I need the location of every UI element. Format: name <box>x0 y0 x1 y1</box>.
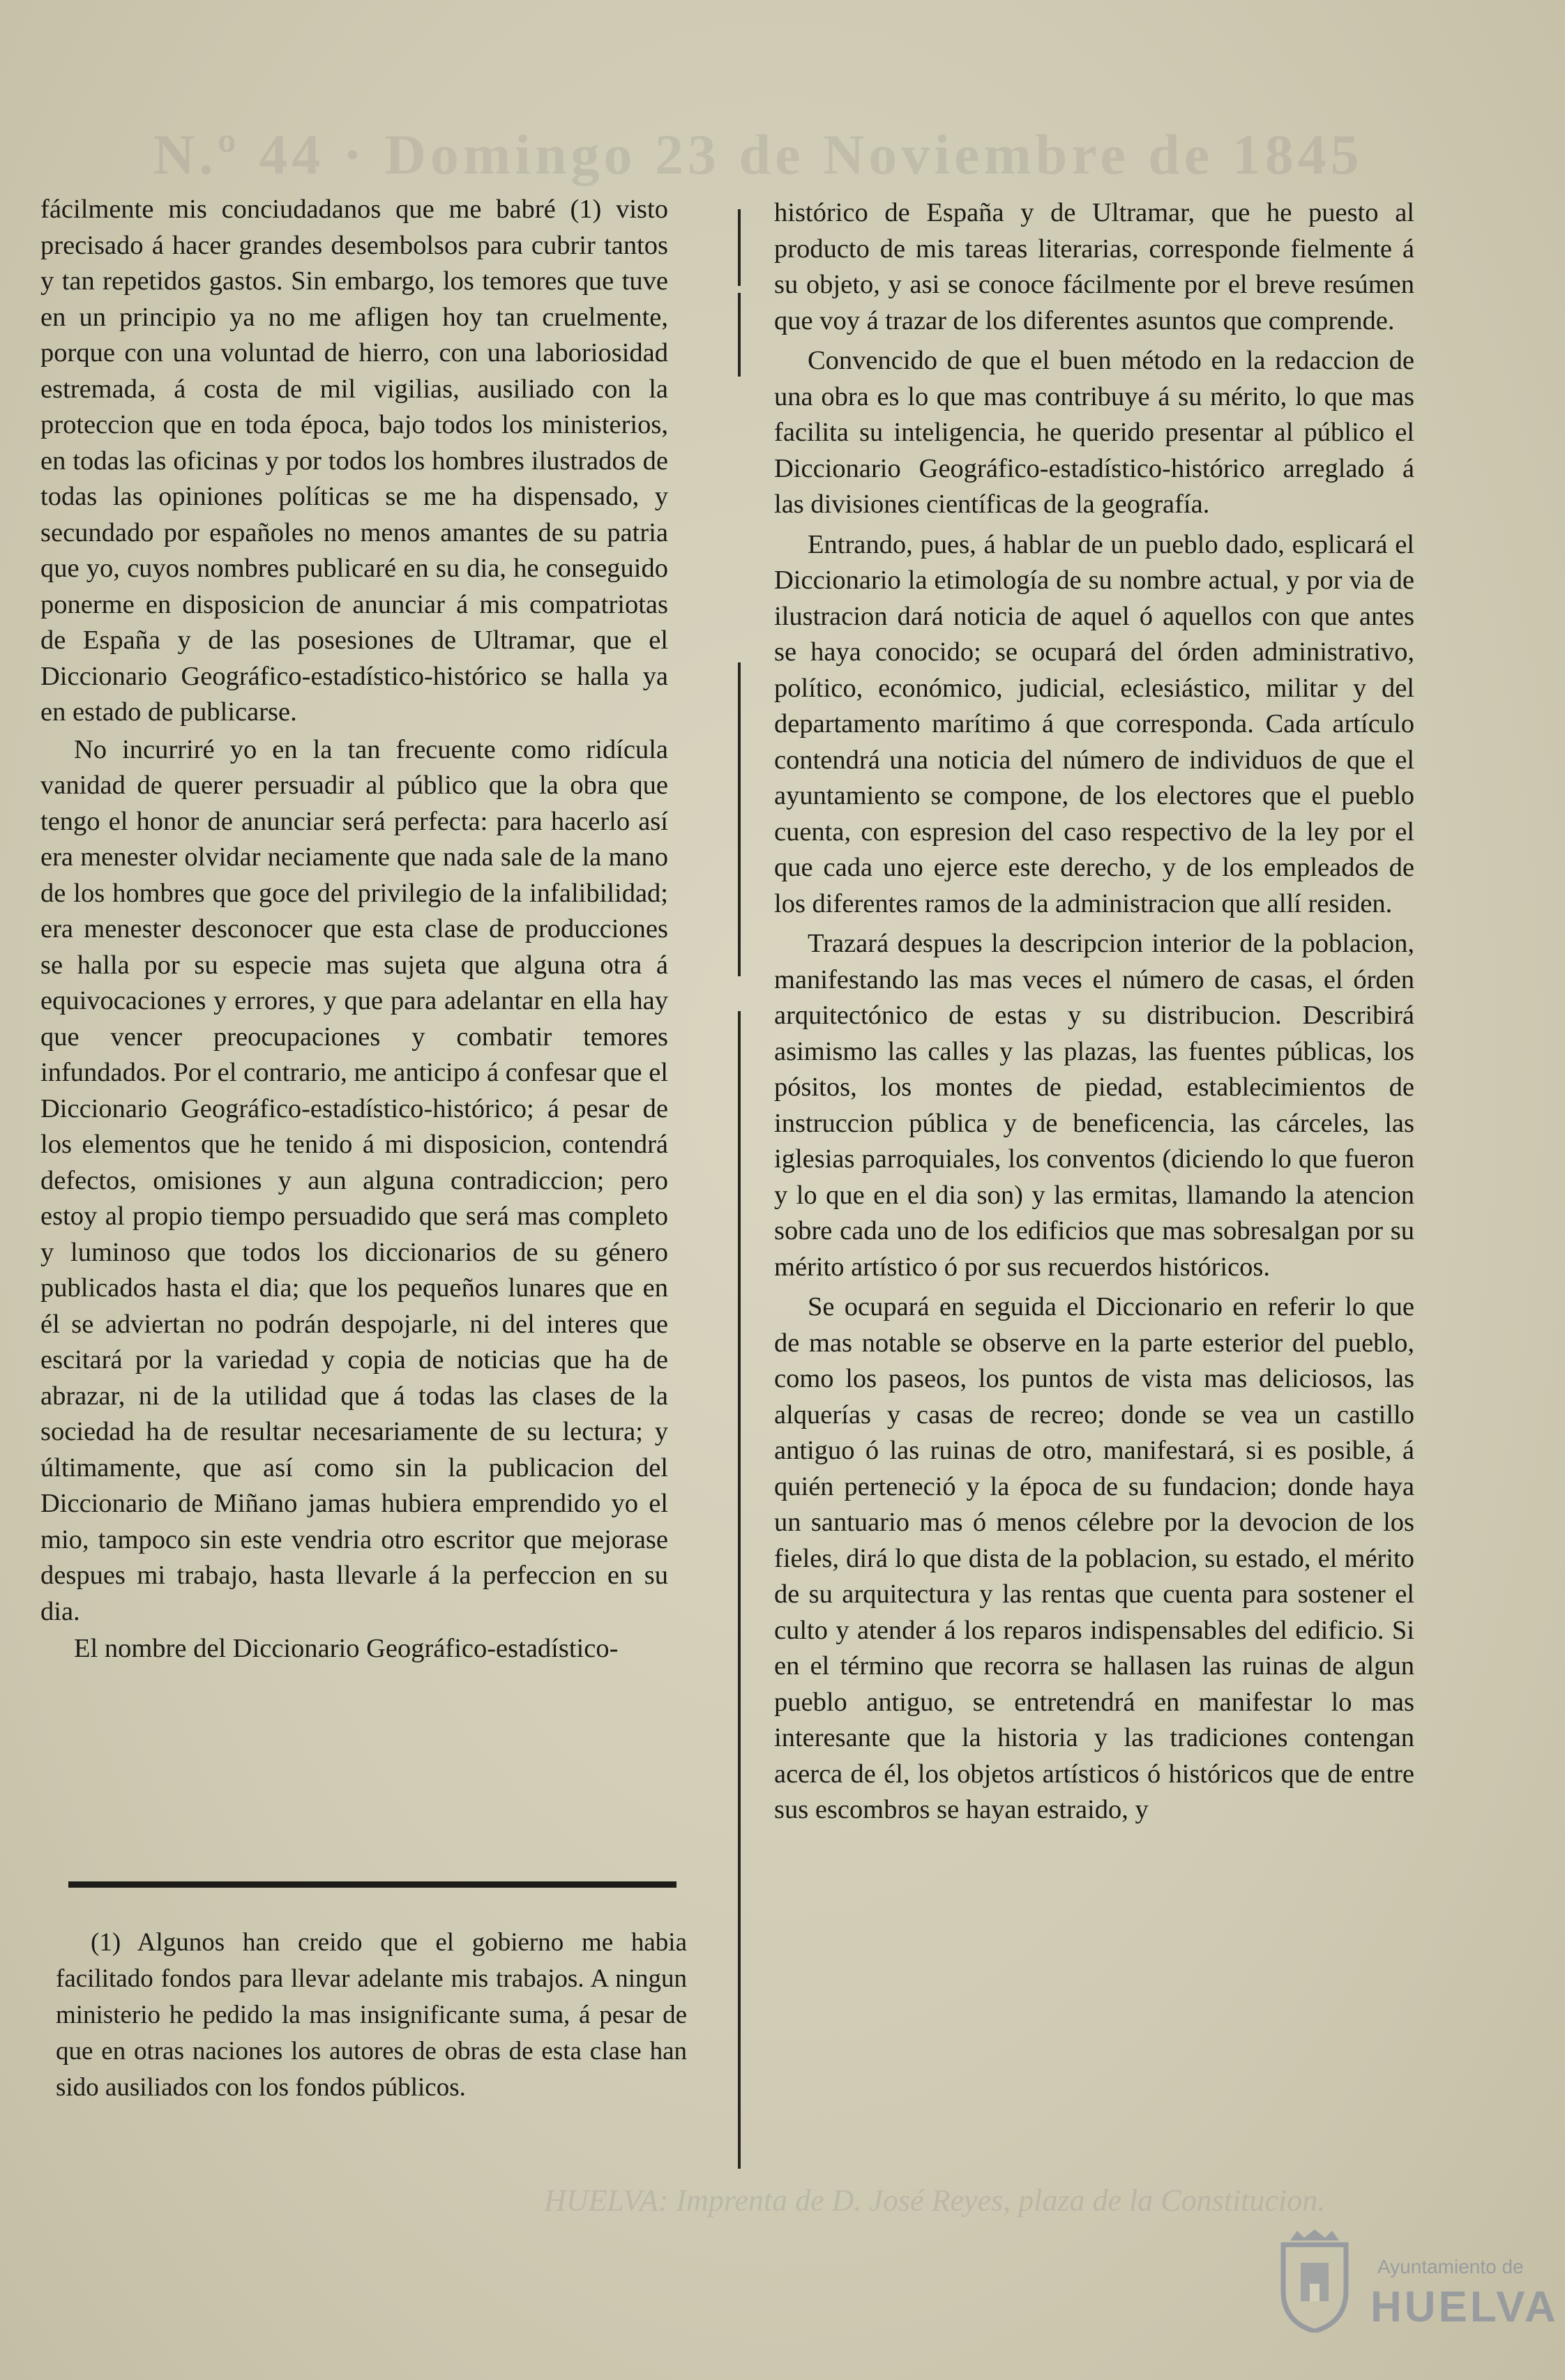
watermark-subtitle: Ayuntamiento de <box>1377 2256 1524 2277</box>
bleed-through-footer: HUELVA: Imprenta de D. José Reyes, plaza de la Constitucion. <box>544 2183 1326 2218</box>
column-divider-segment <box>738 662 741 976</box>
watermark-name: HUELVA <box>1370 2283 1559 2331</box>
column-divider-segment <box>738 209 741 286</box>
right-paragraph-1: histórico de España y de Ultramar, que he puesto al producto de mis tareas literarias, corresponde fielmente á su objeto, y asi se conoce fácilmente por el breve resúmen que voy á trazar de los diferentes asuntos que comprende. <box>774 198 1414 335</box>
left-paragraph-1: fácilmente mis conciudadanos que me babré (1) visto precisado á hacer grandes desembolsos para cubrir tantos y tan repetidos gastos. Sin embargo, los temores que tuve en un principio ya no me afligen hoy tan cruelmente, porque con una voluntad de hierro, con una laboriosidad estremada, á costa de mil vigilias, ausiliado con la proteccion que en toda época, bajo todos los ministerios, en todas las oficinas y por todos los hombres ilustrados de todas las opiniones políticas se me ha dispensado, y secundado por españoles no menos amantes de su patria que yo, cuyos nombres publicaré en su dia, he conseguido ponerme en disposicion de anunciar á mis compatriotas de España y de las posesiones de Ultramar, que el Diccionario Geográfico-estadístico-histórico se halla ya en estado de publicarse. <box>40 195 668 727</box>
archive-watermark-logo <box>1276 2228 1559 2340</box>
coat-of-arms-icon <box>1276 2228 1353 2333</box>
footnote-text: (1) Algunos han creido que el gobierno me habia facilitado fondos para llevar adelante mis trabajos. A ningun ministerio he pedido la mas insignificante suma, á pesar de que en otras naciones los autores de obras de esta clase han sido ausiliados con los fondos públicos. <box>56 1928 687 2102</box>
column-divider-segment <box>738 293 741 377</box>
column-divider-segment <box>738 1011 741 2169</box>
left-paragraph-2: No incurriré yo en la tan frecuente como ridícula vanidad de querer persuadir al público que la obra que tengo el honor de anunciar será perfecta: para hacerlo así era menester olvidar neciamente que nada sale de la mano de los hombres que goce del privilegio de la infalibilidad; era menester desconocer que esta clase de producciones se halla por su especie mas sujeta que alguna otra á equivocaciones y errores, y que para adelantar en ella hay que vencer preocupaciones y combatir temores infundados. Por el contrario, me anticipo á confesar que el Diccionario Geográfico-estadístico-histórico; á pesar de los elementos que he tenido á mi disposicion, contendrá defectos, omisiones y aun alguna contradiccion; pero estoy al propio tiempo persuadido que será mas completo y luminoso que todos los diccionarios de su género publicados hasta el dia; que los pequeños lunares que en él se adviertan no podrán despojarle, ni del interes que escitará por la variedad y copia de noticias que ha de abrazar, ni de la utilidad que á todas las clases de la sociedad ha de resultar necesariamente de su lectura; y últimamente, que así como sin la publicacion del Diccionario de Miñano jamas hubiera emprendido yo el mio, tampoco sin este vendria otro escritor que mejorase despues mi trabajo, hasta llevarle á la perfeccion en su dia. <box>40 734 668 1626</box>
bleed-through-header: N.º 44 · Domingo 23 de Noviembre de 1845 <box>153 123 1363 186</box>
footnote-separator-rule <box>68 1881 676 1888</box>
right-paragraph-2: Convencido de que el buen método en la redaccion de una obra es lo que mas contribuye á su mérito, lo que mas facilita su inteligencia, he querido presentar al público el Diccionario Geográfico-estadístico-histórico arreglado á las divisiones científicas de la geografía. <box>774 346 1414 519</box>
left-column <box>40 192 668 1669</box>
footnote <box>56 1925 687 2106</box>
left-paragraph-3: El nombre del Diccionario Geográfico-estadístico- <box>74 1634 619 1663</box>
right-paragraph-3: Entrando, pues, á hablar de un pueblo dado, esplicará el Diccionario la etimología de su nombre actual, y por via de ilustracion dará noticia de aquel ó aquellos con que antes se haya conocido; se ocupará del órden administrativo, político, económico, judicial, eclesiástico, militar y del departamento marítimo á que corresponda. Cada artículo contendrá una noticia del número de individuos de que el ayuntamiento se compone, de los electores que el pueblo cuenta, con espresion del caso respectivo de la ley por el que cada uno ejerce este derecho, y de los empleados de los diferentes ramos de la administracion que allí residen. <box>774 529 1414 918</box>
right-paragraph-4: Trazará despues la descripcion interior de la poblacion, manifestando las mas veces el número de casas, el órden arquitectónico de estas y su distribucion. Describirá asimismo las calles y las plazas, las fuentes públicas, los pósitos, los montes de piedad, establecimientos de instruccion pública y de beneficencia, las cárceles, las iglesias parroquiales, los conventos (diciendo lo que fueron y lo que en el dia son) y las ermitas, llamando la atencion sobre cada uno de los edificios que mas sobresalgan por su mérito artístico ó por sus recuerdos históricos. <box>774 929 1414 1282</box>
right-paragraph-5: Se ocupará en seguida el Diccionario en referir lo que de mas notable se observe en la parte esterior del pueblo, como los paseos, los puntos de vista mas deliciosos, las alquerías y casas de recreo; donde se vea un castillo antiguo ó las ruinas de otro, manifestará, si es posible, á quién perteneció y la época de su fundacion; donde haya un santuario mas ó menos célebre por la devocion de los fieles, dirá lo que dista de la poblacion, su estado, el mérito de su arquitectura y las rentas que cuenta para sostener el culto y atender á los reparos indispensables del edificio. Si en el término que recorra se hallasen las ruinas de algun pueblo antiguo, se entretendrá en manifestar lo mas interesante que la historia y las tradiciones contengan acerca de él, los objetos artísticos ó históricos que de entre sus escombros se hayan estraido, y <box>774 1292 1414 1824</box>
right-column <box>774 195 1414 1833</box>
